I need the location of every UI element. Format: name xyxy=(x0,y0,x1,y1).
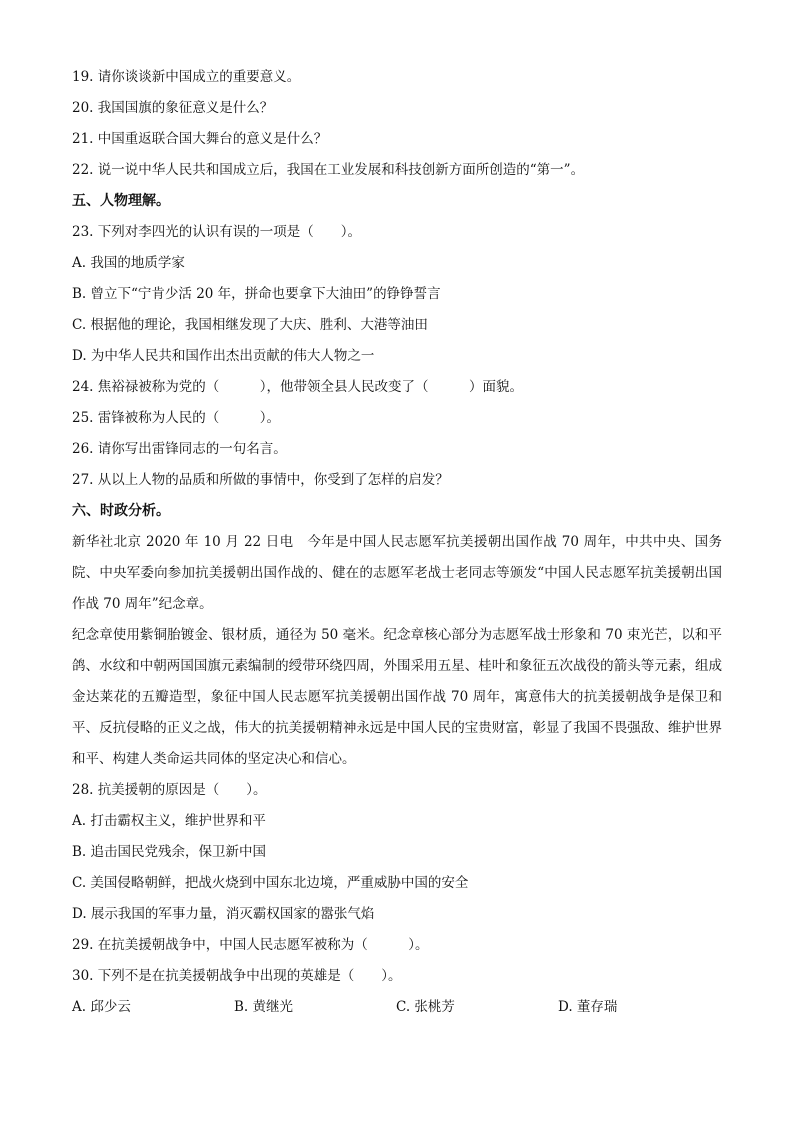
question-20: 20. 我国国旗的象征意义是什么？ xyxy=(72,100,274,116)
q30-option-b: B. 黄继光 xyxy=(234,999,294,1015)
q23-option-c: C. 根据他的理论，我国相继发现了大庆、胜利、大港等油田 xyxy=(72,317,428,333)
question-23: 23. 下列对李四光的认识有误的一项是（ ）。 xyxy=(72,224,362,240)
q23-option-a: A. 我国的地质学家 xyxy=(72,255,185,271)
q28-option-d: D. 展示我国的军事力量，消灭霸权国家的嚣张气焰 xyxy=(72,906,375,922)
q28-option-c: C. 美国侵略朝鲜，把战火烧到中国东北边境，严重威胁中国的安全 xyxy=(72,875,469,891)
q28-option-a: A. 打击霸权主义，维护世界和平 xyxy=(72,813,266,829)
q30-option-d: D. 董存瑞 xyxy=(558,999,618,1015)
question-22: 22. 说一说中华人民共和国成立后，我国在工业发展和科技创新方面所创造的“第一”。 xyxy=(72,162,585,178)
question-25: 25. 雷锋被称为人民的（ ）。 xyxy=(72,410,281,426)
section-heading-5: 五、人物理解。 xyxy=(72,193,170,209)
q30-option-a: A. 邱少云 xyxy=(72,999,131,1015)
news-paragraph-1: 新华社北京 2020 年 10 月 22 日电 今年是中国人民志愿军抗美援朝出国作战 70 周年，中共中央、国务院、中央军委向参加抗美援朝出国作战的、健在的志愿军老战士老同志等颁发“中国人民志愿军抗美援朝出国作战 70 周年”纪念章。 xyxy=(72,534,722,612)
document-page xyxy=(72,62,722,1023)
q28-option-b: B. 追击国民党残余，保卫新中国 xyxy=(72,844,267,860)
q23-option-d: D. 为中华人民共和国作出杰出贡献的伟大人物之一 xyxy=(72,348,375,364)
question-21: 21. 中国重返联合国大舞台的意义是什么？ xyxy=(72,131,328,147)
news-paragraph-2: 纪念章使用紫铜胎镀金、银材质，通径为 50 毫米。纪念章核心部分为志愿军战士形象和 70 束光芒，以和平鸽、水纹和中朝两国国旗元素编制的绶带环绕四周，外围采用五星、桂叶和象征五次战役的箭头等元素，组成金达莱花的五瓣造型，象征中国人民志愿军抗美援朝出国作战 70 周年，寓意伟大的抗美援朝战争是保卫和平、反抗侵略的正义之战，伟大的抗美援朝精神永远是中国人民的宝贵财富，彰显了我国不畏强敌、维护世界和平、构建人类命运共同体的坚定决心和信心。 xyxy=(72,627,722,767)
question-19: 19. 请你谈谈新中国成立的重要意义。 xyxy=(72,69,301,85)
q23-option-b: B. 曾立下“宁肯少活 20 年，拼命也要拿下大油田”的铮铮誓言 xyxy=(72,286,441,302)
question-29: 29. 在抗美援朝战争中，中国人民志愿军被称为（ ）。 xyxy=(72,937,429,953)
question-30: 30. 下列不是在抗美援朝战争中出现的英雄是（ ）。 xyxy=(72,968,402,984)
section-heading-6: 六、时政分析。 xyxy=(72,503,170,519)
question-24: 24. 焦裕禄被称为党的（ ），他带领全县人民改变了（ ）面貌。 xyxy=(72,379,524,395)
question-27: 27. 从以上人物的品质和所做的事情中，你受到了怎样的启发？ xyxy=(72,472,449,488)
question-28: 28. 抗美援朝的原因是（ ）。 xyxy=(72,782,267,798)
q30-option-c: C. 张桃芳 xyxy=(396,999,455,1015)
question-26: 26. 请你写出雷锋同志的一句名言。 xyxy=(72,441,287,457)
q30-options-row xyxy=(72,992,722,1023)
